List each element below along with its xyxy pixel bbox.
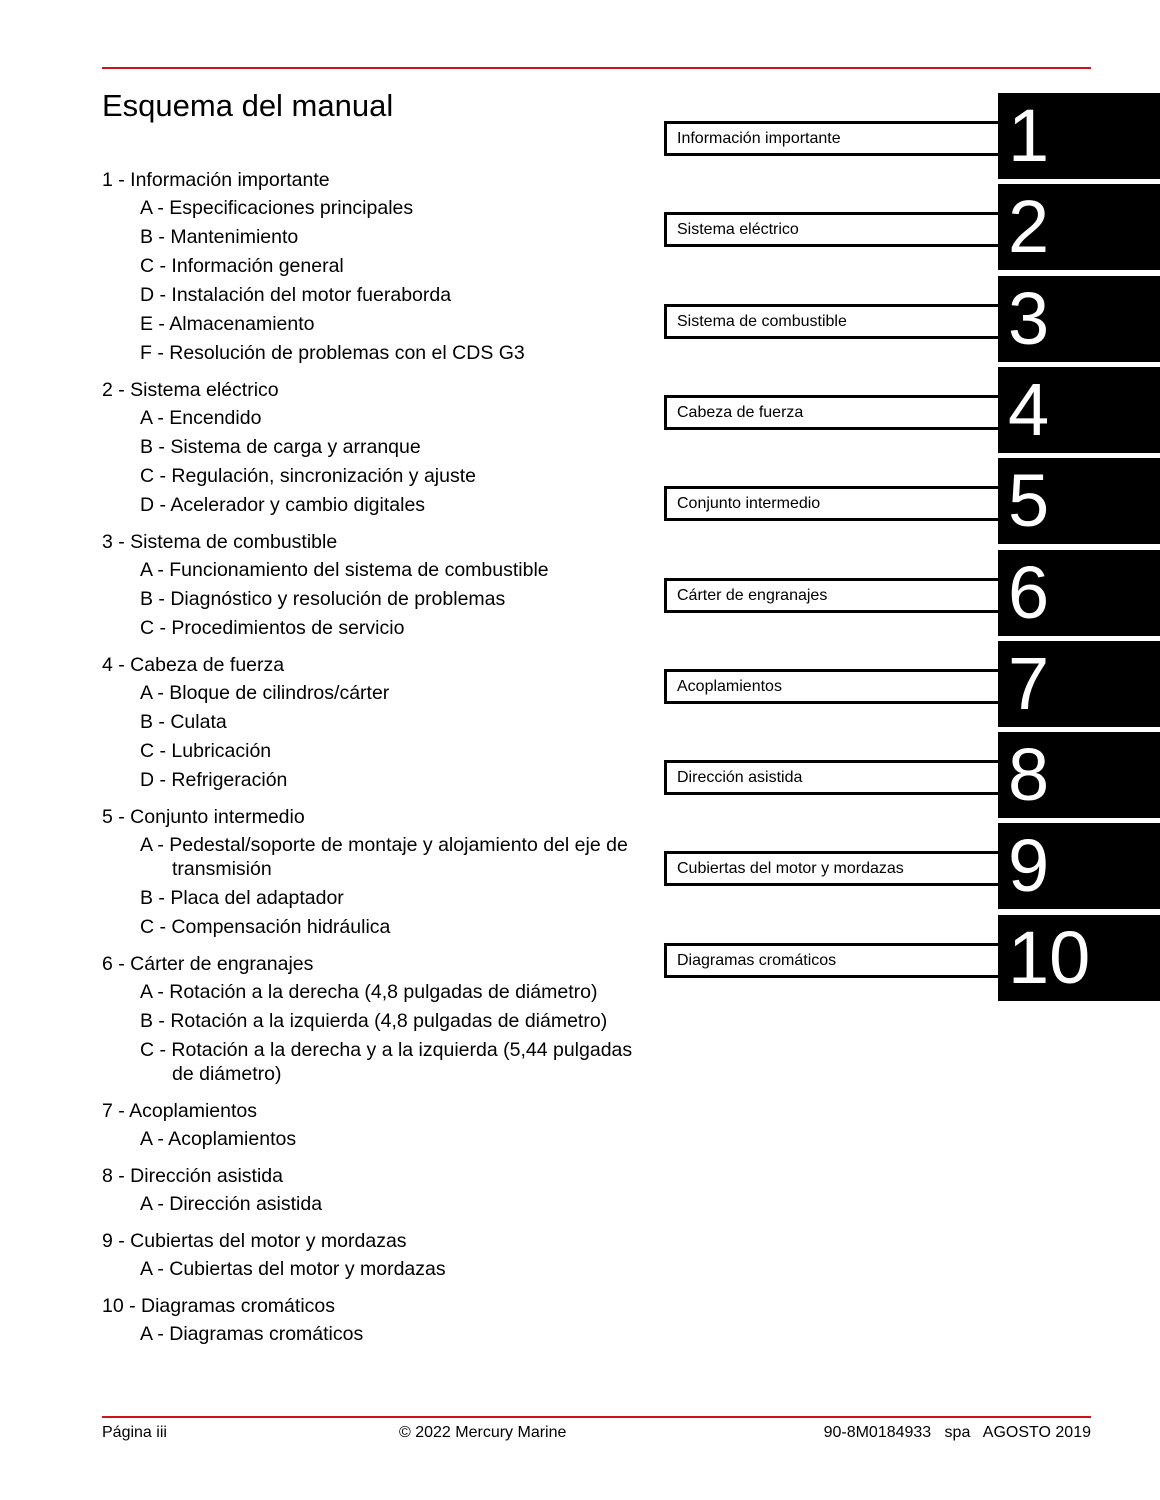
- toc-chapter-title: 5 - Conjunto intermedio: [102, 806, 305, 828]
- toc-section: C - Procedimientos de servicio: [140, 617, 405, 639]
- chapter-tab: [0, 823, 1160, 909]
- chapter-tab-number: 3: [998, 276, 1160, 362]
- chapter-tab-label: Cárter de engranajes: [677, 587, 828, 604]
- chapter-tab-number: 10: [998, 915, 1160, 1001]
- toc-section: C - Regulación, sincronización y ajuste: [140, 465, 476, 487]
- toc-section: B - Placa del adaptador: [140, 887, 344, 909]
- toc-chapter-title: 4 - Cabeza de fuerza: [102, 654, 285, 676]
- chapter-tab-box: [664, 212, 1007, 247]
- footer-rule: [102, 1416, 1091, 1418]
- toc-chapter: [102, 1227, 652, 1281]
- toc-chapter: [102, 1097, 652, 1151]
- chapter-tab-box: [664, 121, 1007, 156]
- chapter-tab-number: 6: [998, 550, 1160, 636]
- toc-section: A - Rotación a la derecha (4,8 pulgadas de diámetro): [140, 981, 598, 1003]
- toc-chapter-title: 2 - Sistema eléctrico: [102, 379, 279, 401]
- toc-section: D - Acelerador y cambio digitales: [140, 494, 426, 516]
- toc-section: A - Dirección asistida: [140, 1193, 323, 1215]
- chapter-tab-label: Sistema eléctrico: [677, 221, 799, 238]
- toc-section: F - Resolución de problemas con el CDS G3: [140, 342, 525, 364]
- chapter-tab: [0, 93, 1160, 179]
- toc-section: A - Encendido: [140, 407, 262, 429]
- toc-section: C - Información general: [140, 255, 344, 277]
- chapter-tab-box: [664, 395, 1007, 430]
- chapter-tab-label: Acoplamientos: [677, 678, 782, 695]
- copyright: © 2022 Mercury Marine: [399, 1424, 567, 1441]
- chapter-tab-box: [664, 486, 1007, 521]
- toc-section: B - Culata: [140, 711, 227, 733]
- toc-section: B - Sistema de carga y arranque: [140, 436, 421, 458]
- page-number: Página iii: [102, 1424, 167, 1441]
- toc-chapter: [102, 1162, 652, 1216]
- toc-chapter-title: 7 - Acoplamientos: [102, 1100, 258, 1122]
- chapter-tab-label: Cabeza de fuerza: [677, 404, 804, 421]
- toc-section: A - Bloque de cilindros/cárter: [140, 682, 390, 704]
- toc-section: D - Refrigeración: [140, 769, 288, 791]
- chapter-tab-box: [664, 304, 1007, 339]
- chapter-tab-number: 9: [998, 823, 1160, 909]
- chapter-tab: [0, 550, 1160, 636]
- toc-section: A - Pedestal/soporte de montaje y alojamiento del eje de transmisión: [140, 834, 628, 880]
- toc-chapter-title: 10 - Diagramas cromáticos: [102, 1295, 335, 1317]
- chapter-tab-number: 1: [998, 93, 1160, 179]
- chapter-tab-number: 7: [998, 641, 1160, 727]
- chapter-tab-box: [664, 578, 1007, 613]
- toc-section: C - Compensación hidráulica: [140, 916, 391, 938]
- chapter-tab-box: [664, 943, 1007, 978]
- toc-chapter-title: 1 - Información importante: [102, 169, 330, 191]
- chapter-tab-box: [664, 669, 1007, 704]
- page-title: Esquema del manual: [102, 88, 394, 123]
- page-footer: [102, 1423, 1091, 1445]
- chapter-tab: [0, 915, 1160, 1001]
- toc-section: A - Funcionamiento del sistema de combustible: [140, 559, 549, 581]
- toc-section: A - Cubiertas del motor y mordazas: [140, 1258, 446, 1280]
- toc-section: B - Diagnóstico y resolución de problemas: [140, 588, 506, 610]
- toc-section: E - Almacenamiento: [140, 313, 315, 335]
- toc-section: A - Acoplamientos: [140, 1128, 297, 1150]
- chapter-tab: [0, 641, 1160, 727]
- chapter-tab-label: Diagramas cromáticos: [677, 952, 837, 969]
- chapter-tab: [0, 458, 1160, 544]
- chapter-tab: [0, 184, 1160, 270]
- toc-section: B - Rotación a la izquierda (4,8 pulgadas de diámetro): [140, 1010, 608, 1032]
- chapter-tab-number: 2: [998, 184, 1160, 270]
- toc-section: C - Rotación a la derecha y a la izquierda (5,44 pulgadas de diámetro): [140, 1039, 633, 1085]
- toc-chapter-title: 3 - Sistema de combustible: [102, 531, 338, 553]
- chapter-tab-box: [664, 760, 1007, 795]
- chapter-tab-label: Conjunto intermedio: [677, 495, 821, 512]
- toc-chapter-title: 6 - Cárter de engranajes: [102, 953, 314, 975]
- chapter-tab-label: Información importante: [677, 130, 841, 147]
- toc-chapter-title: 8 - Dirección asistida: [102, 1165, 283, 1187]
- toc-section: D - Instalación del motor fueraborda: [140, 284, 452, 306]
- toc-chapter-title: 9 - Cubiertas del motor y mordazas: [102, 1230, 407, 1252]
- chapter-tab-label: Cubiertas del motor y mordazas: [677, 860, 904, 877]
- toc-section: A - Especificaciones principales: [140, 197, 414, 219]
- chapter-tab-number: 5: [998, 458, 1160, 544]
- toc-section: B - Mantenimiento: [140, 226, 299, 248]
- toc-section: C - Lubricación: [140, 740, 272, 762]
- chapter-tab: [0, 732, 1160, 818]
- document-info: 90-8M0184933 spa AGOSTO 2019: [823, 1424, 1091, 1441]
- chapter-tab-label: Sistema de combustible: [677, 313, 847, 330]
- chapter-tab-box: [664, 851, 1007, 886]
- toc-section: A - Diagramas cromáticos: [140, 1323, 364, 1345]
- chapter-tab-number: 8: [998, 732, 1160, 818]
- chapter-tab-label: Dirección asistida: [677, 769, 803, 786]
- chapter-tab-number: 4: [998, 367, 1160, 453]
- chapter-tab: [0, 276, 1160, 362]
- chapter-tab: [0, 367, 1160, 453]
- toc-chapter: [102, 1292, 652, 1346]
